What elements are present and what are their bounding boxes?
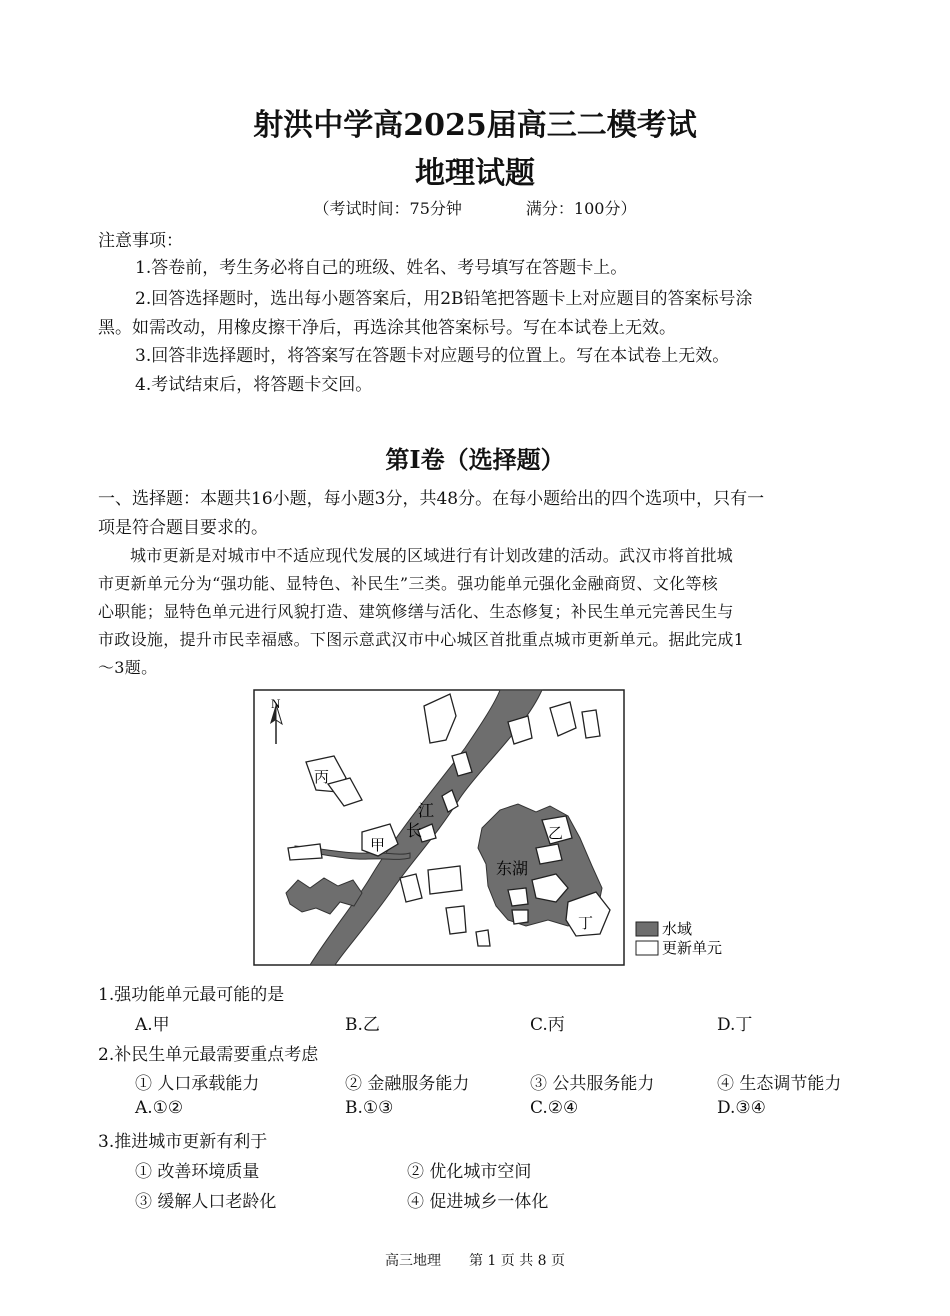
statement-item: ① 改善环境质量	[135, 1162, 260, 1182]
statement-item: ③ 公共服务能力	[530, 1074, 655, 1094]
answer-option: A.①②	[135, 1098, 184, 1118]
statement-item: ④ 生态调节能力	[717, 1074, 842, 1094]
answer-option: C.②④	[530, 1098, 579, 1118]
statement-item: ③ 缓解人口老龄化	[135, 1192, 277, 1212]
east-lake-label: 东湖	[496, 859, 529, 878]
exam-info: （考试时间：75分钟 满分：100分）	[313, 199, 637, 218]
river-label: 江	[418, 801, 435, 820]
answer-option: B.①③	[345, 1098, 394, 1118]
map-legend	[636, 920, 722, 957]
statement-item: ② 优化城市空间	[407, 1162, 532, 1182]
notice-item: 4.考试结束后，将答题卡交回。	[135, 375, 373, 395]
question-stem: 3.推进城市更新有利于	[98, 1132, 268, 1152]
section-title: 第I卷（选择题）	[385, 445, 565, 474]
section-instructions: 项是符合题目要求的。	[98, 518, 268, 538]
notice-item: 3.回答非选择题时，将答案写在答题卡对应题号的位置上。写在本试卷上无效。	[135, 346, 730, 366]
answer-option: B.乙	[345, 1015, 380, 1035]
notice-heading: 注意事项：	[98, 231, 183, 251]
renewal-unit	[446, 906, 466, 934]
renewal-unit	[428, 866, 462, 894]
renewal-unit	[536, 844, 562, 864]
unit-label-bing: 丙	[314, 768, 330, 786]
renewal-unit	[508, 888, 528, 906]
renewal-unit	[476, 930, 490, 946]
notice-item: 2.回答选择题时，选出每小题答案后，用2B铅笔把答题卡上对应题目的答案标号涂	[135, 289, 753, 309]
exam-title: 射洪中学高2025届高三二模考试	[253, 108, 697, 143]
notice-item: 1.答卷前，考生务必将自己的班级、姓名、考号填写在答题卡上。	[135, 258, 628, 278]
answer-option: D.丁	[717, 1015, 753, 1035]
material-line: 城市更新是对城市中不适应现代发展的区域进行有计划改建的活动。武汉市将首批城	[130, 546, 734, 565]
renewal-unit	[582, 710, 600, 738]
material-line: 市政设施，提升市民幸福感。下图示意武汉市中心城区首批重点城市更新单元。据此完成1	[98, 630, 745, 649]
question-stem: 2.补民生单元最需要重点考虑	[98, 1045, 319, 1065]
answer-option: A.甲	[135, 1015, 170, 1035]
renewal-unit	[512, 910, 528, 924]
unit-label-jia: 甲	[370, 836, 386, 854]
legend-water-swatch	[636, 922, 658, 936]
river-label: 长	[406, 821, 423, 840]
wuhan-map	[250, 688, 740, 968]
material-line: 市更新单元分为“强功能、显特色、补民生”三类。强功能单元强化金融商贸、文化等核	[98, 574, 719, 593]
section-instructions: 一、选择题：本题共16小题，每小题3分，共48分。在每小题给出的四个选项中，只有一	[98, 489, 765, 509]
statement-item: ① 人口承载能力	[135, 1074, 260, 1094]
legend-unit-label: 更新单元	[662, 939, 723, 957]
material-line: 心职能；显特色单元进行风貌打造、建筑修缮与活化、生态修复；补民生单元完善民生与	[98, 602, 734, 621]
question-stem: 1.强功能单元最可能的是	[98, 985, 285, 1005]
material-line: ～3题。	[98, 658, 158, 677]
legend-water-label: 水域	[662, 920, 693, 938]
subject-title: 地理试题	[415, 156, 535, 191]
statement-item: ④ 促进城乡一体化	[407, 1192, 549, 1212]
notice-item: 黑。如需改动，用橡皮擦干净后，再选涂其他答案标号。写在本试卷上无效。	[98, 318, 676, 338]
unit-label-ding: 丁	[578, 914, 594, 932]
page-footer: 高三地理 第 1 页 共 8 页	[384, 1253, 566, 1269]
legend-unit-swatch	[636, 941, 658, 955]
answer-option: D.③④	[717, 1098, 766, 1118]
answer-option: C.丙	[530, 1015, 565, 1035]
statement-item: ② 金融服务能力	[345, 1074, 470, 1094]
north-label: N	[271, 696, 281, 711]
unit-label-yi: 乙	[548, 824, 564, 842]
